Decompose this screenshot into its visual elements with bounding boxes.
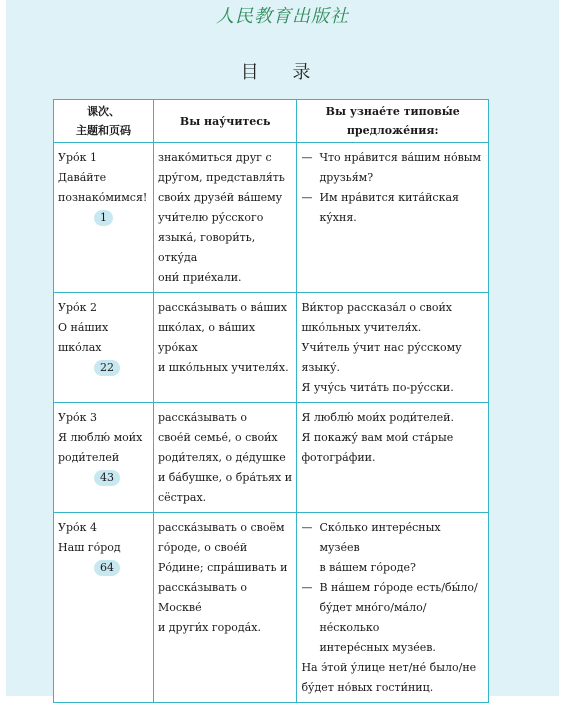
page-number-badge[interactable]: 64 <box>94 560 120 576</box>
phrases-cell: Ви́ктор рассказа́л о свои́х шко́льных учителя́х. Учи́тель у́чит нас ру́сскому языку́. Я учу́сь чита́ть по-ру́сски. <box>297 293 489 403</box>
header-you-will-learn: Вы нау́читесь <box>153 100 296 143</box>
lesson-cell: Уро́к 3 Я люблю́ мои́х роди́телей 43 <box>54 403 154 513</box>
list-item: — Что нра́вится ва́шим но́вым друзья́м? <box>301 151 482 184</box>
header-lesson: 课次、 主题和页码 <box>54 100 154 143</box>
phrases-cell: Я люблю́ мои́х роди́телей. Я покажу́ вам мои́ ста́рые фотогра́фии. <box>297 403 489 513</box>
page-number-badge[interactable]: 22 <box>94 360 120 376</box>
publisher-logo: 人民教育出版社 <box>216 6 349 27</box>
toc-table <box>53 99 489 703</box>
learn-cell: расска́зывать о своём го́роде, о свое́й Ро́дине; спра́шивать и расска́зывать о Москве́ и други́х города́х. <box>153 513 296 703</box>
page <box>6 0 559 696</box>
list-item: — Им нра́вится кита́йская ку́хня. <box>301 191 459 224</box>
table-row <box>54 403 489 513</box>
page-number-badge[interactable]: 1 <box>94 210 113 226</box>
table-row <box>54 513 489 703</box>
learn-cell: расска́зывать о ва́ших шко́лах, о ва́ших уро́ках и шко́льных учителя́х. <box>153 293 296 403</box>
table-row <box>54 293 489 403</box>
lesson-cell: Уро́к 4 Наш го́род 64 <box>54 513 154 703</box>
list-item: — Ско́лько интере́сных музе́ев в ва́шем го́роде? <box>301 521 441 574</box>
phrases-cell: — Ско́лько интере́сных музе́ев в ва́шем го́роде? — В на́шем го́роде есть/бы́ло/ бу́дет мно́го/ма́ло/не́сколько интере́сных музе́ев. На э́той у́лице нет/не́ было/не бу́дет но́вых гости́ниц. <box>297 513 489 703</box>
page-title: 目 录 <box>240 62 325 83</box>
header-phrases: Вы узнае́те типовы́е предложе́ния: <box>297 100 489 143</box>
lesson-cell: Уро́к 1 Дава́йте познако́мимся! 1 <box>54 143 154 293</box>
table-header-row <box>54 100 489 143</box>
list-item: — В на́шем го́роде есть/бы́ло/ бу́дет мно́го/ма́ло/не́сколько интере́сных музе́ев. <box>301 581 478 654</box>
page-number-badge[interactable]: 43 <box>94 470 120 486</box>
learn-cell: расска́зывать о свое́й семье́, о свои́х роди́телях, о де́душке и ба́бушке, о бра́тьях и сёстрах. <box>153 403 296 513</box>
lesson-cell: Уро́к 2 О на́ших шко́лах 22 <box>54 293 154 403</box>
learn-cell: знако́миться друг с дру́гом, представля́ть свои́х друзе́й ва́шему учи́телю ру́сского языка́, говори́ть, отку́да они́ прие́хали. <box>153 143 296 293</box>
table-row <box>54 143 489 293</box>
phrases-cell <box>297 143 489 293</box>
